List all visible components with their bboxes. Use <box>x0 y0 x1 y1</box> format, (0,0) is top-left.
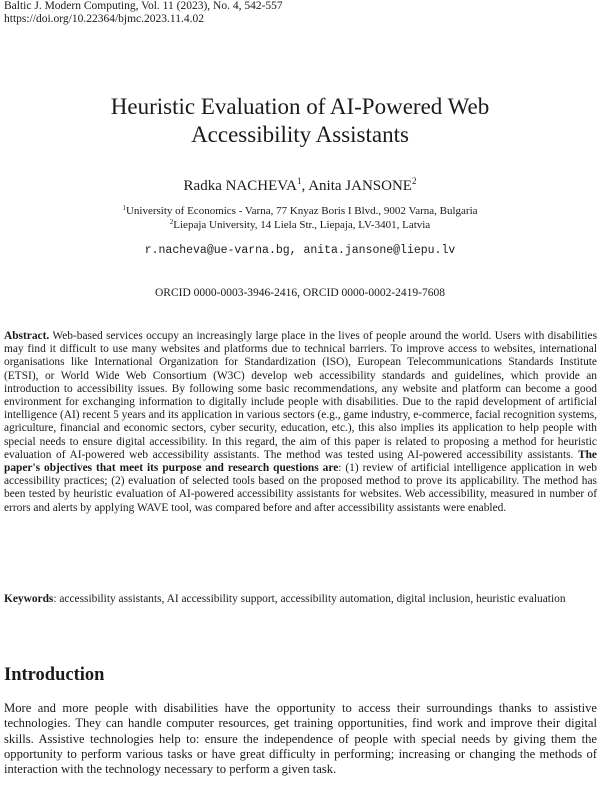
doi-link[interactable]: https://doi.org/10.22364/bjmc.2023.11.4.02 <box>4 13 204 25</box>
author-affiliation-mark: 2 <box>411 176 417 186</box>
affiliation <box>0 215 600 232</box>
keywords-label: Keywords <box>4 593 54 605</box>
author-emails[interactable]: r.nacheva@ue-varna.bg, anita.jansone@liepu.lv <box>144 244 456 257</box>
author-list: Radka NACHEVA$^1$, Anita JANSONE$^2$ <box>183 176 417 194</box>
author-name: Radka NACHEVA <box>183 178 298 194</box>
introduction-paragraph: More and more people with disabilities have the opportunity to access their surroundings thanks to assistive technologies. They can handle computer resources, get training opportunities, find work and improve their digital skills. Assistive technologies help to: ensure the independence of people with special needs by giving them the opportunity to perform various tasks or have great difficulty in performing; increasing or changing the methods of interaction with the technology necessary to perform a given task. <box>4 701 597 777</box>
paper-title-line-2: Accessibility Assistants <box>191 122 409 147</box>
affiliation-text: University of Economics - Varna, 77 Knyaz Boris I Blvd., 9002 Varna, Bulgaria <box>125 205 478 217</box>
orcid-ids: ORCID 0000-0003-3946-2416, ORCID 0000-0002-2419-7608 <box>154 287 446 299</box>
paper-title-line-1: Heuristic Evaluation of AI-Powered Web <box>110 94 490 119</box>
abstract-label: Abstract. <box>4 330 50 342</box>
journal-citation: Baltic J. Modern Computing, Vol. 11 (2023), No. 4, 542-557 <box>4 0 283 12</box>
author-name: Anita JANSONE <box>308 178 412 194</box>
abstract-text: Web-based services occupy an increasingly large place in the lives of people around the world. Users with disabilities may find it difficult to use many websites and platforms due to technical barriers. To improve access to websites, international organisations like International Organization for Standardization (ISO), European Telecommunications Standards Institute (ETSI), or World Wide Web Consortium (W3C) develop web accessibility standards and guidelines, which provide an introduction to accessibility issues. By following some basic recommendations, any website and platform can become a good environment for exchanging information to digitally include people with disabilities. Due to the rapid development of artificial intelligence (AI) recent 5 years and its application in various sectors (e.g., game industry, e-commerce, facial recognition systems, agriculture, financial and economic sectors, cyber security, education, etc.), this also implies its application to help people with special needs to ensure digital accessibility. In this regard, the aim of this paper is related to proposing a method for heuristic evaluation of AI-powered web accessibility assistants. The method was tested using AI-powered accessibility assistants. <box>4 330 597 461</box>
keywords <box>4 593 597 606</box>
abstract <box>4 330 597 515</box>
abstract-objectives-bold: The paper's objectives that meet its purpose and research questions are <box>4 448 597 475</box>
keywords-text: : accessibility assistants, AI accessibility support, accessibility automation, digital inclusion, heuristic evaluation <box>53 593 566 605</box>
section-heading-introduction: Introduction <box>4 665 105 685</box>
affiliation-mark: 1 <box>122 204 126 212</box>
affiliation-text: Liepaja University, 14 Liela Str., Liepaja, LV-3401, Latvia <box>173 219 431 231</box>
author-affiliation-mark: 1 <box>297 176 302 186</box>
affiliation-mark: 2 <box>169 218 174 226</box>
abstract-text-continued: : (1) review of artificial intelligence application in web accessibility practices; (2) evaluation of selected tools based on the proposed method to prove its applicability. The method has been tested by heuristic evaluation of AI-powered accessibility assistants for websites. Web accessibility, measured in number of errors and alerts by applying WAVE tool, was compared before and after accessibility assistants were enabled. <box>4 462 597 514</box>
